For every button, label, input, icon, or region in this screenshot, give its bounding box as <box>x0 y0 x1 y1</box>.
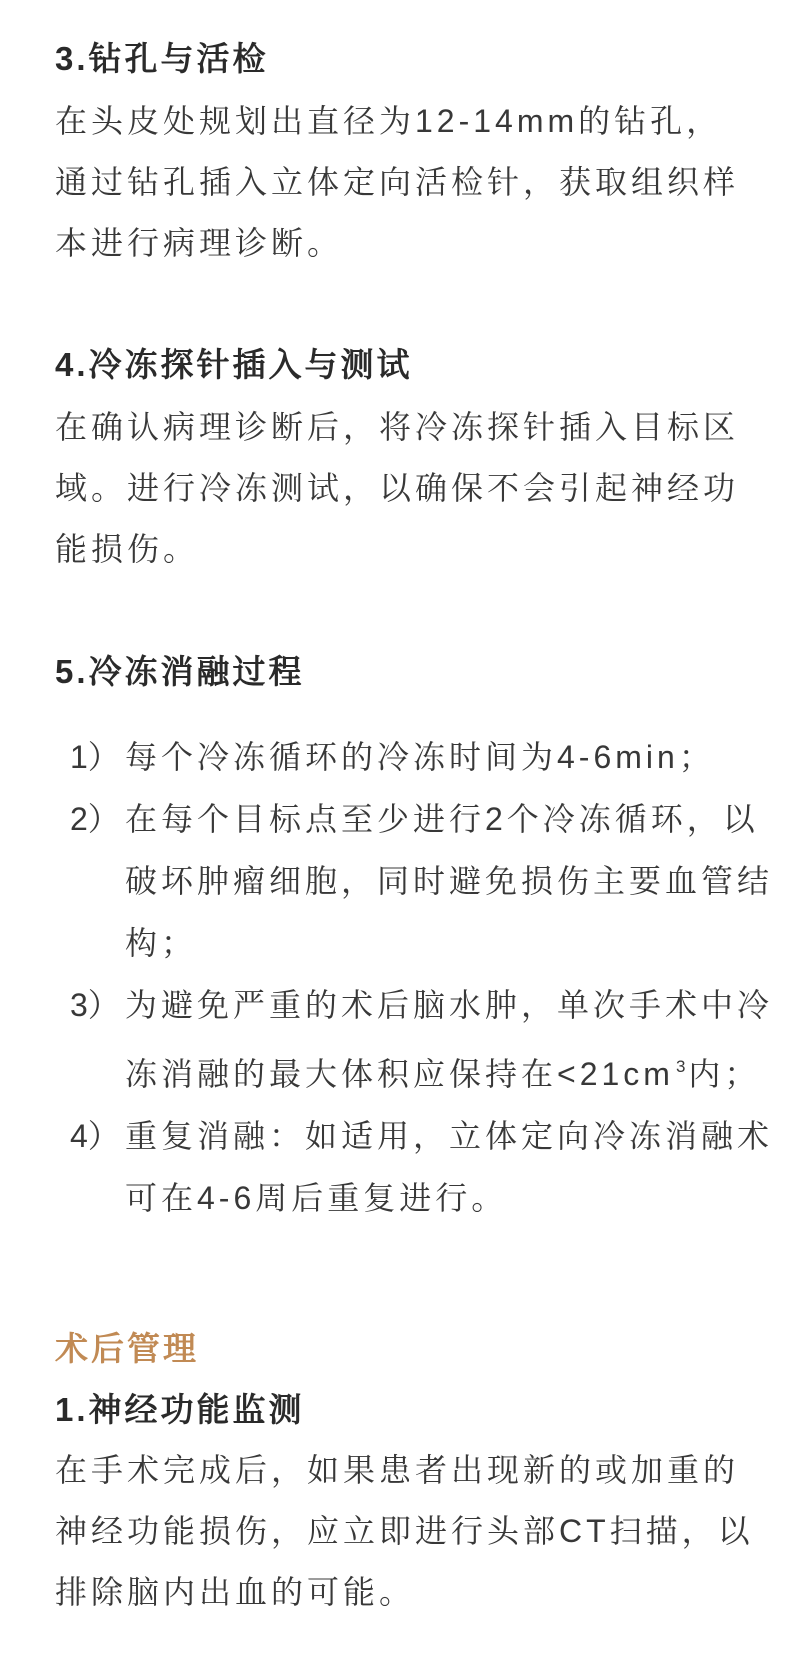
paragraph-line: 能损伤。 <box>55 531 200 567</box>
postop-subheading: 1.神经功能监测 <box>55 1391 305 1428</box>
section-cryoablation-process <box>55 641 794 1229</box>
list-item-line: 为避免严重的术后脑水肿，单次手术中冷 <box>125 987 774 1023</box>
section-drilling-biopsy <box>55 28 794 274</box>
section-cryoprobe-insertion-test <box>55 334 794 580</box>
numbered-list <box>55 726 794 1229</box>
paragraph-line: 通过钻孔插入立体定向活检针，获取组织样 <box>55 164 740 200</box>
paragraph <box>55 91 794 274</box>
list-item-number: 1） <box>70 739 120 775</box>
paragraph-line: 域。进行冷冻测试，以确保不会引起神经功 <box>55 470 740 506</box>
list-item-line: 在每个目标点至少进行2个冷冻循环，以 <box>125 801 759 837</box>
list-item-line: 重复消融：如适用，立体定向冷冻消融术 <box>125 1118 774 1154</box>
list-item-text <box>125 974 794 1105</box>
list-item-text <box>125 788 794 974</box>
list-item-text <box>125 1105 794 1229</box>
postop-section-title: 术后管理 <box>55 1330 199 1367</box>
paragraph-line: 排除脑内出血的可能。 <box>55 1574 416 1610</box>
section-heading: 5.冷冻消融过程 <box>55 653 305 690</box>
list-item-line: 可在4-6周后重复进行。 <box>125 1180 508 1216</box>
list-item-text <box>125 726 794 788</box>
list-item <box>55 1105 794 1229</box>
list-item <box>55 974 794 1105</box>
list-item-line: 每个冷冻循环的冷冻时间为4-6min； <box>125 739 715 775</box>
list-item-number: 4） <box>70 1118 120 1154</box>
paragraph-line: 在确认病理诊断后，将冷冻探针插入目标区 <box>55 409 740 445</box>
paragraph-line: 在手术完成后，如果患者出现新的或加重的 <box>55 1452 740 1488</box>
list-item <box>55 788 794 974</box>
superscript: 3 <box>675 1057 687 1076</box>
section-heading: 3.钻孔与活检 <box>55 40 269 77</box>
paragraph-line: 本进行病理诊断。 <box>55 225 344 261</box>
text-after-superscript: 内； <box>688 1056 761 1092</box>
paragraph <box>55 1440 794 1623</box>
paragraph <box>55 397 794 580</box>
section-heading: 4.冷冻探针插入与测试 <box>55 346 413 383</box>
list-item-line: 破坏肿瘤细胞，同时避免损伤主要血管结 <box>125 863 774 899</box>
paragraph-line: 神经功能损伤，应立即进行头部CT扫描，以 <box>55 1513 754 1549</box>
list-item-line <box>125 1036 794 1105</box>
list-item-number: 3） <box>70 987 120 1023</box>
text-before-superscript: 冻消融的最大体积应保持在<21cm <box>125 1056 674 1092</box>
paragraph-line: 在头皮处规划出直径为12-14mm的钻孔， <box>55 103 723 139</box>
list-item-line: 构； <box>125 925 198 961</box>
section-postop-management <box>55 1318 794 1623</box>
list-item-number: 2） <box>70 801 120 837</box>
list-item <box>55 726 794 788</box>
